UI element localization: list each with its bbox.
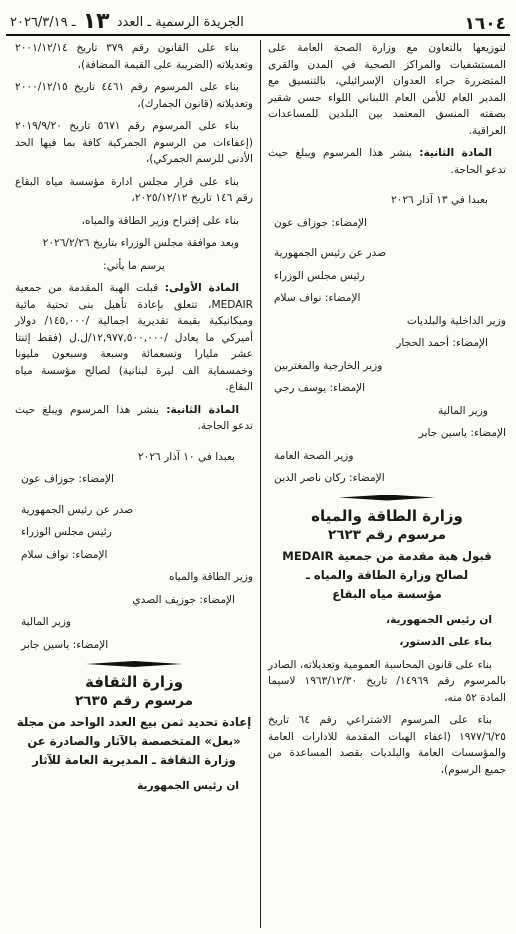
decree-number-2623: مرسوم رقم ٢٦٢٣	[328, 526, 446, 543]
finance-minister-title: وزير المالية	[437, 404, 488, 417]
ministry-heading-energy: وزارة الطاقة والمياه	[311, 506, 463, 525]
article-one-label: المادة الأولى:	[164, 282, 239, 294]
president-preamble: ان رئيس الجمهورية،	[386, 613, 492, 626]
customs-exemption-paragraph: بناء على المرسوم رقم ٥٦٧١ تاريخ ٢٠١٩/٩/٢٠ (إعفاءات من الرسوم الجمركية كافة بما فيها الحد الأدنى للرسم الجمركي)،	[15, 120, 253, 165]
energy-minister-signature: الإمضاء: جوزيف الصدي	[132, 593, 235, 606]
decree-title-line-2: لصالح وزارة الطاقة والمياه ـ	[305, 567, 469, 582]
pm-signature: الإمضاء: نواف سلام	[21, 548, 108, 561]
section-divider	[15, 661, 253, 667]
constitution-line: بناء على الدستور،	[399, 636, 492, 648]
decree-title-line-3: مؤسسة مياه البقاع	[332, 586, 442, 601]
decree-date: بعبدا في ١٠ آذار ٢٠٢٦	[137, 450, 235, 463]
legislative-decree-paragraph: بناء على المرسوم الاشتراعي رقم ٦٤ تاريخ ١٩٧٧/٦/٢٥ (اعفاء الهبات المقدمة للادارات العامة والمؤسسات العامة والبلديات بقصد المساعدة من جميع الرسوم)،	[268, 714, 506, 776]
article-two-label: المادة الثانية:	[419, 147, 492, 159]
pm-title: رئيس مجلس الوزراء	[21, 526, 112, 538]
ministry-heading-culture: وزارة الثقافة	[84, 673, 184, 691]
article-one	[15, 280, 253, 396]
gazette-name: الجريدة الرسمية ـ العدد	[116, 15, 244, 30]
board-decision-paragraph: بناء على قرار مجلس ادارة مؤسسة مياه البقاع رقم ١٤٦ تاريخ ٢٠٢٥/١٢/١٢،	[15, 175, 253, 204]
health-minister-signature: الإمضاء: ركان ناصر الدين	[274, 472, 385, 484]
decree-title-2623	[268, 547, 506, 604]
column-separator	[260, 40, 261, 928]
left-column	[11, 40, 257, 928]
issue-date: ـ ٢٠٢٦/٣/١٩	[10, 15, 76, 30]
article-two	[15, 402, 253, 435]
foreign-minister-title: وزير الخارجية والمغتربين	[274, 359, 383, 372]
pm-signature: الإمضاء: نواف سلام	[274, 292, 361, 304]
minister-proposal-paragraph: بناء على إقتراح وزير الطاقة والمياه،	[81, 214, 239, 227]
cabinet-approval-paragraph: وبعد موافقة مجلس الوزراء بتاريخ ٢٠٢٦/٢/٢٦	[42, 237, 239, 249]
president-preamble: ان رئيس الجمهورية	[137, 780, 239, 792]
finance-minister-signature: الإمضاء: ياسين جابر	[21, 638, 109, 651]
issue-number: ١٣	[82, 9, 110, 34]
section-divider	[268, 495, 506, 501]
decree-date: بعبدا في ١٣ آذار ٢٠٢٦	[390, 194, 488, 206]
page-header	[6, 0, 510, 36]
page-number: ١٦٠٤	[464, 14, 506, 34]
president-signature: الإمضاء: جوزاف عون	[21, 473, 114, 485]
issued-by-president: صدر عن رئيس الجمهورية	[274, 247, 387, 259]
interior-minister-title: وزير الداخلية والبلديات	[406, 314, 506, 327]
foreign-minister-signature: الإمضاء: يوسف رجي	[274, 382, 366, 394]
intro-paragraph: لتوزيعها بالتعاون مع وزارة الصحة العامة على المستشفيات والمراكز الصحية في المدن والقرى المتضررة جراء العدوان الإسرائيلي، بالتنسيق مع المدير العام للأمن العام اللبناني اللواء حسن شقير بصفته المنسق المعتمد بين البلدين للمساعدات العراقية.	[268, 42, 506, 137]
article-two-text: ينشر هذا المرسوم ويبلغ حيث تدعو الحاجة.	[268, 147, 506, 176]
health-minister-title: وزير الصحة العامة	[274, 449, 354, 462]
president-signature: الإمضاء: جوزاف عون	[274, 216, 367, 229]
energy-minister-title: وزير الطاقة والمياه	[169, 571, 253, 583]
article-one-text: قبلت الهبة المقدمة من جمعية MEDAIR، تتعلق بإعادة تأهيل بنى تحتية مائية وميكانيكية بقيمة تقديرية اجمالية /١٤٥,٠٠٠/ دولار أميركي ما يعادل /١٢,٩٧٧,٥٠٠,٠٠٠/ل.ل (فقط إثنتا عشر مليارا وتسعمائة وسبعة وسبعون مليونا وخمسماية الف ليرة لبنانية) لصالح مؤسسة مياه البقاع.	[15, 282, 253, 393]
pm-title: رئيس مجلس الوزراء	[274, 269, 365, 282]
right-column	[264, 40, 510, 928]
article-two-label: المادة الثانية:	[166, 403, 239, 416]
budget-law-paragraph: بناء على قانون المحاسبة العمومية وتعديلاته، الصادر بالمرسوم رقم ١٤٩٦٩/ تاريخ ١٩٦٣/١٢/٣٠ لاسيما المادة ٥٢ منه،	[268, 658, 506, 704]
customs-law-paragraph: بناء على المرسوم رقم ٤٤٦١ تاريخ ٢٠٠٠/١٢/١٥ وتعديلاته (قانون الجمارك)،	[15, 81, 253, 110]
article-two-text: ينشر هذا المرسوم ويبلغ حيث تدعو الحاجة.	[15, 403, 253, 432]
finance-minister-title: وزير المالية	[21, 616, 72, 628]
article-two	[268, 145, 506, 178]
gazette-issue-line	[10, 9, 244, 34]
decrees-the-following: يرسم ما يأتي:	[103, 259, 165, 272]
finance-minister-signature: الإمضاء: ياسين جابر	[418, 427, 506, 439]
decree-title-2635: إعادة تحديد ثمن بيع العدد الواحد من مجلة «بعل» المتخصصة بالآثار والصادرة عن وزارة الثقافة ـ المديرية العامة للآثار	[16, 715, 252, 767]
interior-minister-signature: الإمضاء: أحمد الحجار	[396, 337, 488, 349]
two-column-body	[6, 40, 510, 928]
issued-by-president: صدر عن رئيس الجمهورية	[21, 503, 134, 516]
vat-law-paragraph: بناء على القانون رقم ٣٧٩ تاريخ ٢٠٠١/١٢/١٤ وتعديلاته (الضريبة على القيمة المضافة)،	[15, 42, 253, 71]
decree-title-line-1: قبول هبة مقدمة من جمعية MEDAIR	[282, 548, 492, 563]
decree-number-2635: مرسوم رقم ٢٦٣٥	[75, 693, 193, 709]
